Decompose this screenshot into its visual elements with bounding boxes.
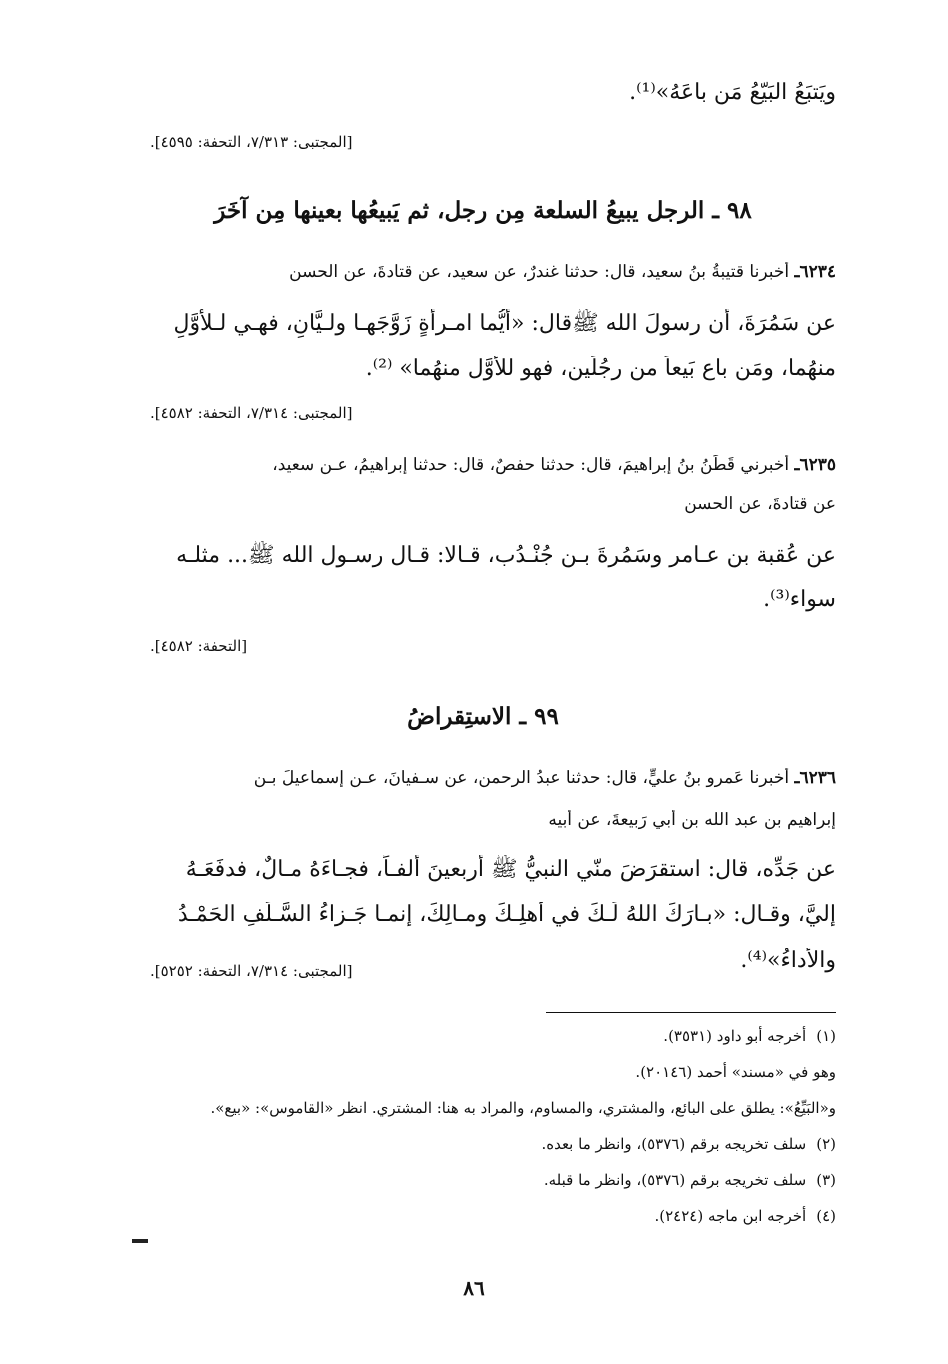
- footnote-1: [663, 1027, 836, 1045]
- isnad-6235-line2: عن قتادةَ، عن الحسن: [684, 494, 836, 514]
- hadith-ending-line: ويَتبَعُ البَيّعُ مَن باعَهُ»⁽¹⁾.: [629, 80, 836, 105]
- matn-6236-line2: إليَّ، وقـال: «بـارَكَ اللهُ لَـكَ في أهلِـكَ ومـالِكَ، إنمـا جَـزاءُ السَّـلَفِ الحَمْـدُ: [177, 902, 836, 927]
- footnote-text: وهو في «مسند» أحمد (٢٠١٤٦).: [635, 1063, 836, 1081]
- reference-note: [التحفة: ٤٥٨٢].: [150, 637, 248, 655]
- isnad-6236-line2: إبراهيم بن عبد الله بن أبي رَبيعةَ، عن أبيه: [548, 810, 836, 830]
- isnad-text: أخبرني قَطَنُ بنُ إبراهيمَ، قال: حدثنا حفصٌ، قال: حدثنا إبراهيمُ، عـن سعيد،: [272, 455, 795, 475]
- isnad-6234: [130, 262, 836, 282]
- hadith-number: ٦٢٣٦ـ: [794, 768, 836, 788]
- isnad-text: أخبرنا قتيبةُ بنُ سعيد، قال: حدثنا غندرٌ، عن سعيد، عن قتادةَ، عن الحسنِ: [289, 262, 795, 282]
- footnote-text: و«البَيِّعُ»: يطلق على البائع، والمشتري، والمساوم، والمراد به هنا: المشتري. انظر «القاموس»: «بيع».: [210, 1099, 836, 1117]
- footnote-2: [541, 1135, 836, 1153]
- margin-mark: [132, 1239, 148, 1243]
- chapter-heading-99: ٩٩ ـ الاستِقراضُ: [407, 703, 559, 730]
- isnad-6235-line1: [130, 455, 836, 475]
- footnote-text: أخرجه أبو داود (٣٥٣١).: [663, 1027, 807, 1045]
- matn-6235-line1: عن عُقبة بن عـامر وسَمُرةَ بـن جُنْـدُب، قـالا: قـال رسـول الله ﷺ... مثلـه: [176, 543, 836, 568]
- footnote-separator: [546, 1012, 836, 1013]
- matn-6236-line1: عن جَدِّه، قال: استقرَضَ منّي النبيُّ ﷺ أربعينَ ألفـاً، فجـاءَهُ مـالٌ، فدفَعَـهُ: [185, 857, 836, 882]
- footnote-number: (٤): [816, 1207, 836, 1225]
- hadith-number: ٦٢٣٥ـ: [794, 455, 836, 475]
- page-number: ٨٦: [463, 1276, 485, 1300]
- footnote-number: (١): [816, 1027, 836, 1045]
- footnote-1-gloss: [210, 1099, 836, 1117]
- footnote-text: سلف تخريجه برقم (٥٣٧٦)، وانظر ما بعده.: [541, 1135, 807, 1153]
- isnad-text: أخبرنا عَمرو بنُ عليٍّ، قال: حدثنا عبدُ الرحمن، عن سـفيانَ، عـن إسماعيلَ بـن: [253, 768, 795, 788]
- footnote-3: [544, 1171, 836, 1189]
- footnote-number: (٣): [816, 1171, 836, 1189]
- chapter-heading-98: ٩٨ ـ الرجل يبيعُ السلعة مِن رجل، ثم يَبيعُها بعينها مِن آخَرَ: [214, 197, 752, 224]
- isnad-6236-line1: [130, 768, 836, 788]
- footnote-number: (٢): [816, 1135, 836, 1153]
- footnote-text: سلف تخريجه برقم (٥٣٧٦)، وانظر ما قبله.: [543, 1171, 807, 1189]
- footnote-text: أخرجه ابن ماجه (٢٤٢٤).: [654, 1207, 807, 1225]
- footnote-1-cont: [635, 1063, 836, 1081]
- footnote-4: [654, 1207, 836, 1225]
- matn-6235-line2: سواء⁽³⁾.: [763, 587, 836, 612]
- reference-note: [المجتبى: ٧/٣١٤، التحفة: ٥٢٥٢].: [150, 962, 353, 980]
- hadith-number: ٦٢٣٤ـ: [794, 262, 836, 282]
- reference-note: [المجتبى: ٧/٣١٣، التحفة: ٤٥٩٥].: [150, 133, 353, 151]
- matn-6234-line2: منهُما، ومَن باع بَيعاً من رجُلَين، فهو للأوَّل منهُما» ⁽²⁾.: [365, 356, 836, 381]
- reference-note: [المجتبى: ٧/٣١٤، التحفة: ٤٥٨٢].: [150, 404, 353, 422]
- matn-6234-line1: عن سَمُرَةَ، أن رسولَ الله ﷺقال: «أيُّما امـرأةٍ زَوَّجَهـا ولـيَّانِ، فهـي لـلأوَّلِ: [173, 311, 836, 336]
- matn-6236-line3: والأداءُ»⁽⁴⁾.: [740, 948, 836, 973]
